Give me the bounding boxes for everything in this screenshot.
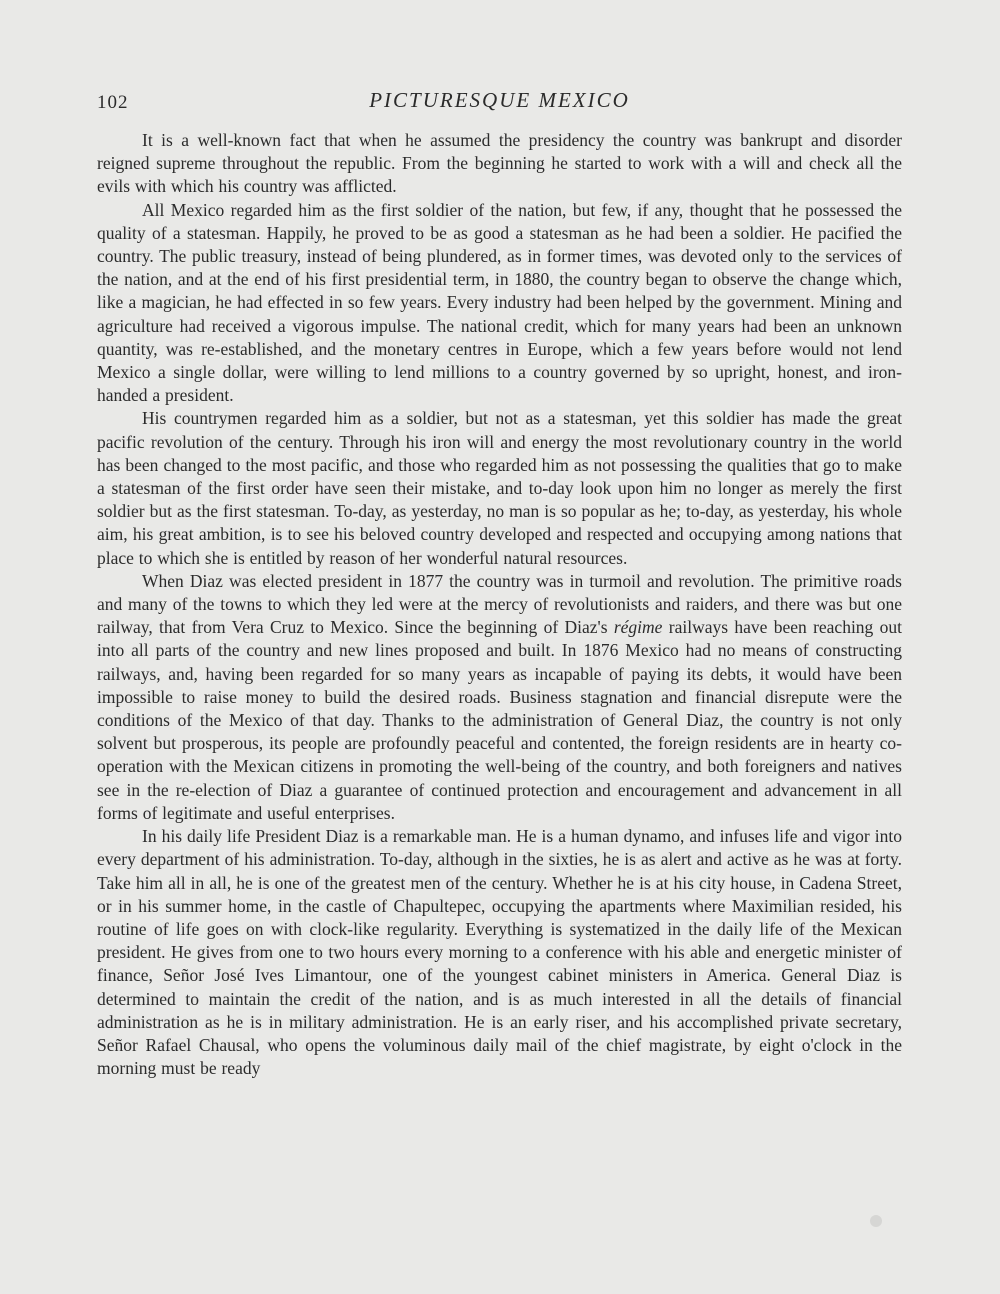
paragraph-4 (97, 570, 902, 825)
paragraph-3: His countrymen regarded him as a soldier, but not as a statesman, yet this soldier has made the great pacific revolution of the century. Through his iron will and energy the most revolutionary country in the world has been changed to the most pacific, and those who regarded him as not possessing the qualities that go to make a statesman of the first order have seen their mistake, and to-day look upon him no longer as merely the first soldier but as the first statesman. To-day, as yesterday, no man is so popular as he; to-day, as yesterday, his whole aim, his great ambition, is to see his beloved country developed and respected and occupying among nations that place to which she is entitled by reason of her wonderful natural resources. (97, 408, 902, 568)
page-smudge (870, 1215, 882, 1227)
paragraph-1: It is a well-known fact that when he assumed the presidency the country was bankrupt and disorder reigned supreme throughout the republic. From the beginning he started to work with a will and check all the evils with which his country was afflicted. (97, 130, 902, 197)
page-number: 102 (97, 92, 129, 113)
paragraph-4-part-1: When Diaz was elected president in 1877 the country was in turmoil and revolution. The primitive roads and many of the towns to which they led were at the mercy of revolutionists and raiders, and there was but one railway, that from Vera Cruz to Mexico. Since the beginning of Diaz's (97, 570, 902, 638)
italic-term: régime (613, 617, 663, 638)
running-title: PICTURESQUE MEXICO (369, 88, 630, 112)
paragraph-5: In his daily life President Diaz is a remarkable man. He is a human dynamo, and infuses life and vigor into every department of his administration. To-day, although in the sixties, he is as alert and active as he was at forty. Take him all in all, he is one of the greatest men of the century. Whether he is at his city house, in Cadena Street, or in his summer home, in the castle of Chapultepec, occupying the apartments where Maximilian resided, his routine of life goes on with clock-like regularity. Everything is systematized in the daily life of the Mexican president. He gives from one to two hours every morning to a conference with his able and energetic minister of finance, Señor José Ives Limantour, one of the youngest cabinet ministers in America. General Diaz is determined to maintain the credit of the nation, and is as much interested in all the details of financial administration as he is in military administration. He is an early riser, and his accomplished private secretary, Señor Rafael Chausal, who opens the voluminous daily mail of the chief magistrate, by eight o'clock in the morning must be ready (97, 826, 902, 1079)
paragraph-4-part-2: railways have been reaching out into all parts of the country and new lines proposed and built. In 1876 Mexico had no means of constructing railways, and, having been regarded for so many years as incapable of paying its debts, it would have been impossible to raise money to build the desired roads. Business stagnation and financial disrepute were the conditions of the Mexico of that day. Thanks to the administration of General Diaz, the country is not only solvent but prosperous, its people are profoundly peaceful and contented, the foreign residents are in hearty co-operation with the Mexican citizens in promoting the well-being of the country, and both foreigners and natives see in the re-election of Diaz a guarantee of continued protection and encouragement and advancement in all forms of legitimate and useful enterprises. (97, 617, 902, 823)
page-header (97, 86, 902, 120)
body-text (97, 129, 902, 1080)
paragraph-2: All Mexico regarded him as the first soldier of the nation, but few, if any, thought that he possessed the quality of a statesman. Happily, he proved to be as good a statesman as he had been a soldier. He pacified the country. The public treasury, instead of being plundered, as in former times, was devoted only to the services of the nation, and at the end of his first presidential term, in 1880, the country began to observe the change which, like a magician, he had effected in so few years. Every industry had been helped by the government. Mining and agriculture had received a vigorous impulse. The national credit, which for many years had been an unknown quantity, was re-established, and the monetary centres in Europe, which a few years before would not lend Mexico a single dollar, were willing to lend millions to a country governed by so upright, honest, and iron-handed a president. (97, 199, 902, 406)
